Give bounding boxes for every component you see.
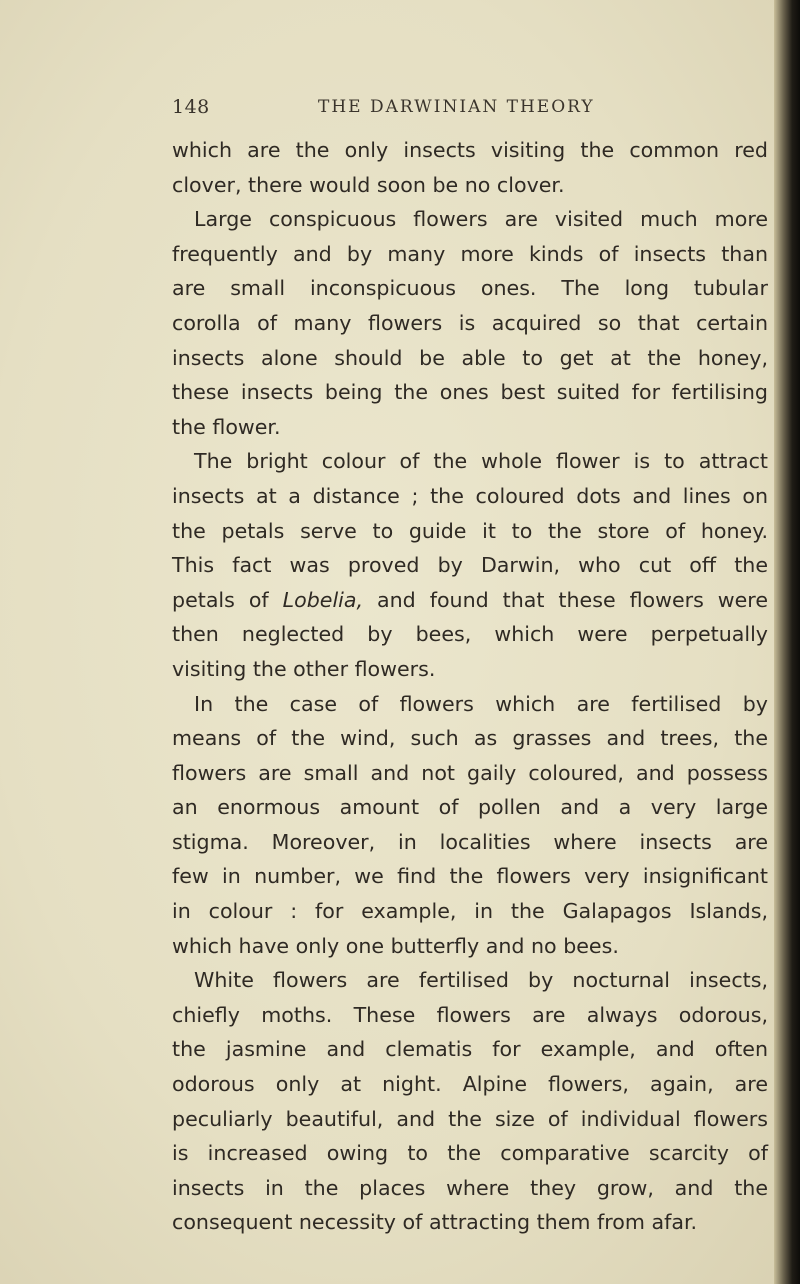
body-text: [172, 133, 768, 1240]
text-line: frequently and by many more kinds of insects than: [172, 241, 768, 266]
text-line: consequent necessity of attracting them from afar.: [172, 1210, 698, 1235]
text-line: these insects being the ones best suited for fertilising: [172, 380, 768, 405]
text-line: clover, there would soon be no clover.: [172, 172, 565, 197]
text-line: are small inconspicuous ones. The long tubular: [172, 276, 768, 301]
page-header: [172, 96, 772, 122]
text-line: is increased owing to the comparative scarcity of: [172, 1141, 768, 1166]
text-line: visiting the other flowers.: [172, 656, 436, 681]
text-line: This fact was proved by Darwin, who cut off the: [172, 553, 768, 578]
page-number: 148: [172, 96, 210, 118]
text-line: in colour : for example, in the Galapagos Islands,: [172, 899, 768, 924]
text-line: [172, 583, 768, 618]
text-line: White flowers are fertilised by nocturnal insects,: [194, 968, 768, 993]
italic-term: Lobelia,: [282, 587, 364, 612]
text-line: odorous only at night. Alpine flowers, again, are: [172, 1072, 768, 1097]
text-line: In the case of flowers which are fertilised by: [194, 691, 768, 716]
text-line: Large conspicuous flowers are visited much more: [194, 207, 768, 232]
text-line: chiefly moths. These flowers are always odorous,: [172, 1002, 768, 1027]
text-line: the flower.: [172, 414, 281, 439]
paragraph: [172, 202, 768, 444]
text-line: corolla of many flowers is acquired so that certain: [172, 310, 768, 335]
running-head: THE DARWINIAN THEORY: [318, 97, 595, 117]
text-line: which have only one butterfly and no bees.: [172, 933, 619, 958]
paragraph: [172, 133, 768, 202]
text-line: then neglected by bees, which were perpetually: [172, 622, 768, 647]
text-line: the petals serve to guide it to the store of honey.: [172, 518, 768, 543]
paragraph: [172, 687, 768, 964]
text-line: insects in the places where they grow, and the: [172, 1175, 768, 1200]
text-line: The bright colour of the whole flower is to attract: [194, 449, 768, 474]
paragraph: [172, 963, 768, 1240]
book-spine-edge: [774, 0, 800, 1284]
text-line: means of the wind, such as grasses and trees, the: [172, 726, 768, 751]
text-line: an enormous amount of pollen and a very large: [172, 795, 768, 820]
text-line: few in number, we find the flowers very insignificant: [172, 864, 768, 889]
text-segment: petals of: [172, 587, 283, 612]
text-line: the jasmine and clematis for example, and often: [172, 1037, 768, 1062]
text-line: which are the only insects visiting the common red: [172, 138, 768, 162]
text-line: insects alone should be able to get at the honey,: [172, 345, 768, 370]
text-line: peculiarly beautiful, and the size of individual flowers: [172, 1106, 768, 1131]
text-line: flowers are small and not gaily coloured, and possess: [172, 760, 768, 785]
paragraph: [172, 444, 768, 686]
text-line: insects at a distance ; the coloured dots and lines on: [172, 483, 768, 508]
text-line: stigma. Moreover, in localities where insects are: [172, 829, 768, 854]
text-segment: and found that these flowers were: [363, 587, 768, 612]
